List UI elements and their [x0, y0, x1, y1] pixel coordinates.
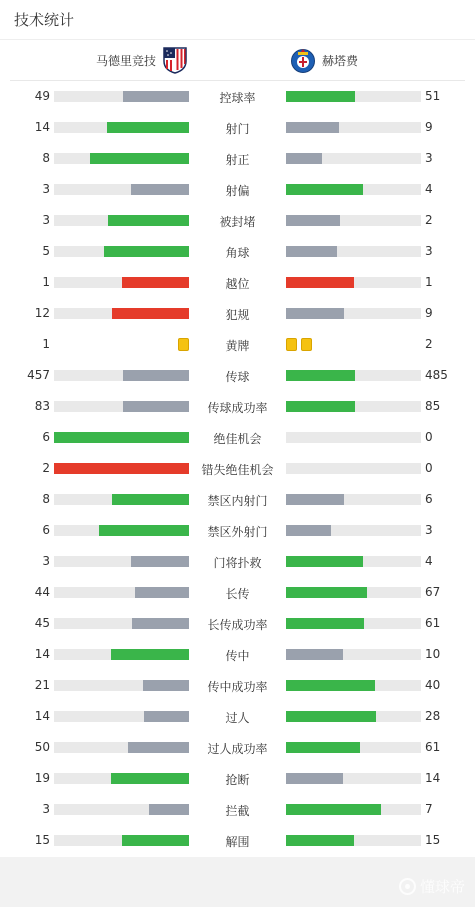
stat-row [0, 81, 475, 112]
home-stat-bar [144, 711, 189, 722]
away-stat-value: 0 [425, 461, 433, 475]
away-team-name: 赫塔费 [322, 53, 359, 68]
home-stat-bar-track [54, 525, 189, 536]
stat-label: 错失绝佳机会 [201, 463, 274, 477]
away-stat-bar-track [286, 153, 421, 164]
stat-label: 越位 [225, 277, 250, 291]
away-stat-value: 2 [425, 337, 433, 351]
away-stat-value: 61 [425, 616, 441, 630]
away-stat-bar [286, 308, 344, 319]
home-stat-value: 2 [42, 461, 50, 475]
home-stat-value: 19 [34, 771, 50, 785]
home-stat-bar [123, 401, 189, 412]
home-stat-bar-track [54, 246, 189, 257]
away-stat-value: 15 [425, 833, 441, 847]
away-stat-bar [286, 153, 322, 164]
home-stat-value: 1 [42, 337, 50, 351]
stat-label: 门将扑救 [213, 556, 262, 570]
home-stat-value: 14 [34, 120, 50, 134]
away-stat-bar [286, 649, 343, 660]
home-stat-bar-track [54, 91, 189, 102]
home-stat-value: 21 [34, 678, 50, 692]
home-stat-value: 457 [27, 368, 50, 382]
stat-label: 拦截 [225, 804, 250, 818]
stat-label: 禁区内射门 [207, 494, 268, 508]
stat-row [0, 236, 475, 267]
away-stat-bar [286, 556, 363, 567]
home-stat-value: 12 [34, 306, 50, 320]
away-stat-value: 9 [425, 120, 433, 134]
stats-list [0, 81, 475, 856]
page-title: 技术统计 [14, 11, 75, 29]
home-stat-bar-track [54, 804, 189, 815]
away-stat-bar-track [286, 122, 421, 133]
home-stat-bar-track [54, 153, 189, 164]
away-stat-bar-track [286, 556, 421, 567]
away-stat-value: 3 [425, 151, 433, 165]
away-stat-bar-track [286, 649, 421, 660]
stat-label: 绝佳机会 [213, 432, 262, 446]
home-stat-bar [122, 835, 190, 846]
home-stat-bar-track [54, 122, 189, 133]
home-stat-bar-track [54, 370, 189, 381]
stat-row [0, 112, 475, 143]
away-stat-bar [286, 91, 355, 102]
football-icon [399, 878, 416, 895]
away-team[interactable] [290, 46, 358, 74]
away-stat-bar [286, 246, 337, 257]
away-stat-bar [286, 401, 355, 412]
home-stat-bar [131, 556, 189, 567]
home-stat-value: 14 [34, 709, 50, 723]
stat-row [0, 422, 475, 453]
watermark [399, 876, 465, 897]
home-stat-bar [99, 525, 189, 536]
home-stat-bar [111, 773, 189, 784]
stat-label: 射正 [225, 153, 250, 167]
home-stat-bar-track [54, 742, 189, 753]
home-stat-bar-track [54, 556, 189, 567]
home-stat-bar-track [54, 308, 189, 319]
away-stat-bar [286, 804, 381, 815]
away-stat-value: 67 [425, 585, 441, 599]
home-stat-value: 5 [42, 244, 50, 258]
home-stat-value: 3 [42, 554, 50, 568]
watermark-logo-text: 懂球帝 [419, 878, 465, 896]
home-stat-bar [90, 153, 189, 164]
away-stat-value: 10 [425, 647, 441, 661]
home-stat-bar-track [54, 680, 189, 691]
home-stat-value: 3 [42, 182, 50, 196]
stats-header [0, 0, 475, 40]
away-stat-bar-track [286, 587, 421, 598]
away-stat-value: 40 [425, 678, 441, 692]
stat-label: 抢断 [225, 773, 250, 787]
away-stat-bar [286, 618, 364, 629]
away-stat-bar-track [286, 184, 421, 195]
away-yellow-cards [286, 338, 312, 351]
stat-row [0, 205, 475, 236]
stat-label: 传球成功率 [207, 401, 268, 415]
home-stat-bar [122, 277, 190, 288]
home-stat-bar-track [54, 184, 189, 195]
home-team[interactable] [96, 46, 188, 74]
away-stat-bar-track [286, 308, 421, 319]
stat-row [0, 329, 475, 360]
away-stat-bar-track [286, 370, 421, 381]
stat-row [0, 143, 475, 174]
home-stat-bar-track [54, 401, 189, 412]
home-stat-value: 83 [34, 399, 50, 413]
home-stat-bar [123, 370, 189, 381]
stat-row [0, 577, 475, 608]
stat-row [0, 174, 475, 205]
home-stat-bar-track [54, 463, 189, 474]
yellow-card-icon [178, 338, 189, 351]
home-stat-bar-track [54, 773, 189, 784]
teams-row [10, 40, 465, 81]
stat-row [0, 763, 475, 794]
away-stat-bar-track [286, 711, 421, 722]
home-stat-bar-track [54, 835, 189, 846]
away-stat-bar-track [286, 742, 421, 753]
home-stat-value: 8 [42, 151, 50, 165]
home-stat-value: 15 [34, 833, 50, 847]
home-team-name: 马德里竞技 [95, 53, 156, 68]
away-stat-bar-track [286, 804, 421, 815]
away-stat-bar-track [286, 215, 421, 226]
home-stat-bar [112, 494, 189, 505]
away-stat-value: 14 [425, 771, 441, 785]
stat-label: 射门 [225, 122, 250, 136]
home-stat-bar-track [54, 277, 189, 288]
stat-row [0, 360, 475, 391]
footer-bar [0, 857, 475, 907]
away-stat-bar-track [286, 401, 421, 412]
stat-label: 射偏 [225, 184, 250, 198]
away-stat-bar [286, 277, 354, 288]
home-yellow-cards [178, 338, 189, 351]
away-stat-bar [286, 370, 355, 381]
stat-row [0, 298, 475, 329]
home-stat-value: 3 [42, 213, 50, 227]
away-stat-value: 3 [425, 244, 433, 258]
home-stat-value: 45 [34, 616, 50, 630]
away-stat-bar-track [286, 246, 421, 257]
home-stat-value: 8 [42, 492, 50, 506]
home-stat-bar [54, 463, 189, 474]
stat-label: 长传成功率 [207, 618, 268, 632]
away-stat-value: 1 [425, 275, 433, 289]
stat-label: 解围 [225, 835, 250, 849]
stat-label: 犯规 [225, 308, 250, 322]
home-stat-bar [149, 804, 190, 815]
away-stat-bar [286, 525, 331, 536]
away-stat-value: 9 [425, 306, 433, 320]
home-stat-bar-track [54, 618, 189, 629]
home-stat-bar [108, 215, 189, 226]
stat-row [0, 453, 475, 484]
stat-label: 禁区外射门 [207, 525, 268, 539]
stat-label: 被封堵 [219, 215, 256, 229]
away-stat-bar [286, 742, 360, 753]
home-stat-value: 6 [42, 523, 50, 537]
stat-label: 控球率 [219, 91, 256, 105]
away-team-crest-icon [290, 46, 316, 74]
away-stat-value: 485 [425, 368, 448, 382]
away-stat-bar-track [286, 463, 421, 474]
away-stat-bar-track [286, 618, 421, 629]
home-stat-bar [128, 742, 189, 753]
home-stat-value: 1 [42, 275, 50, 289]
yellow-card-icon [286, 338, 297, 351]
stat-label: 传球 [225, 370, 250, 384]
away-stat-value: 4 [425, 554, 433, 568]
away-stat-value: 7 [425, 802, 433, 816]
stat-row [0, 639, 475, 670]
away-stat-bar [286, 711, 376, 722]
stat-label: 长传 [225, 587, 250, 601]
home-stat-bar-track [54, 494, 189, 505]
stat-row [0, 484, 475, 515]
away-stat-bar-track [286, 835, 421, 846]
away-stat-bar-track [286, 277, 421, 288]
stat-row [0, 732, 475, 763]
home-stat-bar [131, 184, 189, 195]
home-stat-value: 49 [34, 89, 50, 103]
away-stat-value: 2 [425, 213, 433, 227]
stat-row [0, 825, 475, 856]
away-stat-value: 51 [425, 89, 441, 103]
stat-label: 过人成功率 [207, 742, 268, 756]
home-stat-bar [112, 308, 189, 319]
stat-row [0, 670, 475, 701]
away-stat-bar [286, 215, 340, 226]
home-stat-bar [135, 587, 189, 598]
home-stat-value: 6 [42, 430, 50, 444]
away-stat-value: 6 [425, 492, 433, 506]
away-stat-bar-track [286, 432, 421, 443]
home-stat-bar-track [54, 432, 189, 443]
away-stat-value: 4 [425, 182, 433, 196]
away-stat-value: 3 [425, 523, 433, 537]
stat-row [0, 701, 475, 732]
away-stat-bar-track [286, 680, 421, 691]
home-stat-value: 50 [34, 740, 50, 754]
away-stat-bar [286, 587, 367, 598]
stat-row [0, 546, 475, 577]
away-stat-value: 85 [425, 399, 441, 413]
away-stat-value: 0 [425, 430, 433, 444]
home-stat-value: 3 [42, 802, 50, 816]
home-team-crest-icon [162, 46, 188, 74]
stat-label: 传中成功率 [207, 680, 268, 694]
home-stat-bar-track [54, 215, 189, 226]
away-stat-bar-track [286, 525, 421, 536]
away-stat-bar [286, 835, 354, 846]
home-stat-bar [132, 618, 189, 629]
away-stat-bar-track [286, 91, 421, 102]
away-stat-bar [286, 773, 343, 784]
home-stat-bar-track [54, 711, 189, 722]
home-stat-bar [54, 432, 189, 443]
away-stat-bar [286, 680, 375, 691]
stat-label: 过人 [225, 711, 250, 725]
stat-row [0, 267, 475, 298]
away-stat-bar [286, 122, 339, 133]
home-stat-value: 44 [34, 585, 50, 599]
stat-row [0, 515, 475, 546]
home-stat-bar-track [54, 587, 189, 598]
away-stat-value: 61 [425, 740, 441, 754]
stat-row [0, 608, 475, 639]
away-stat-bar-track [286, 773, 421, 784]
stat-row [0, 391, 475, 422]
home-stat-bar [104, 246, 189, 257]
stat-label: 黄牌 [225, 339, 250, 353]
home-stat-bar-track [54, 649, 189, 660]
home-stat-bar [107, 122, 189, 133]
home-stat-value: 14 [34, 647, 50, 661]
yellow-card-icon [301, 338, 312, 351]
stat-label: 传中 [225, 649, 250, 663]
stat-row [0, 794, 475, 825]
away-stat-bar-track [286, 494, 421, 505]
away-stat-bar [286, 494, 344, 505]
away-stat-bar [286, 184, 363, 195]
home-stat-bar [143, 680, 189, 691]
stat-label: 角球 [225, 246, 250, 260]
away-stat-value: 28 [425, 709, 441, 723]
home-stat-bar [123, 91, 189, 102]
home-stat-bar [111, 649, 189, 660]
